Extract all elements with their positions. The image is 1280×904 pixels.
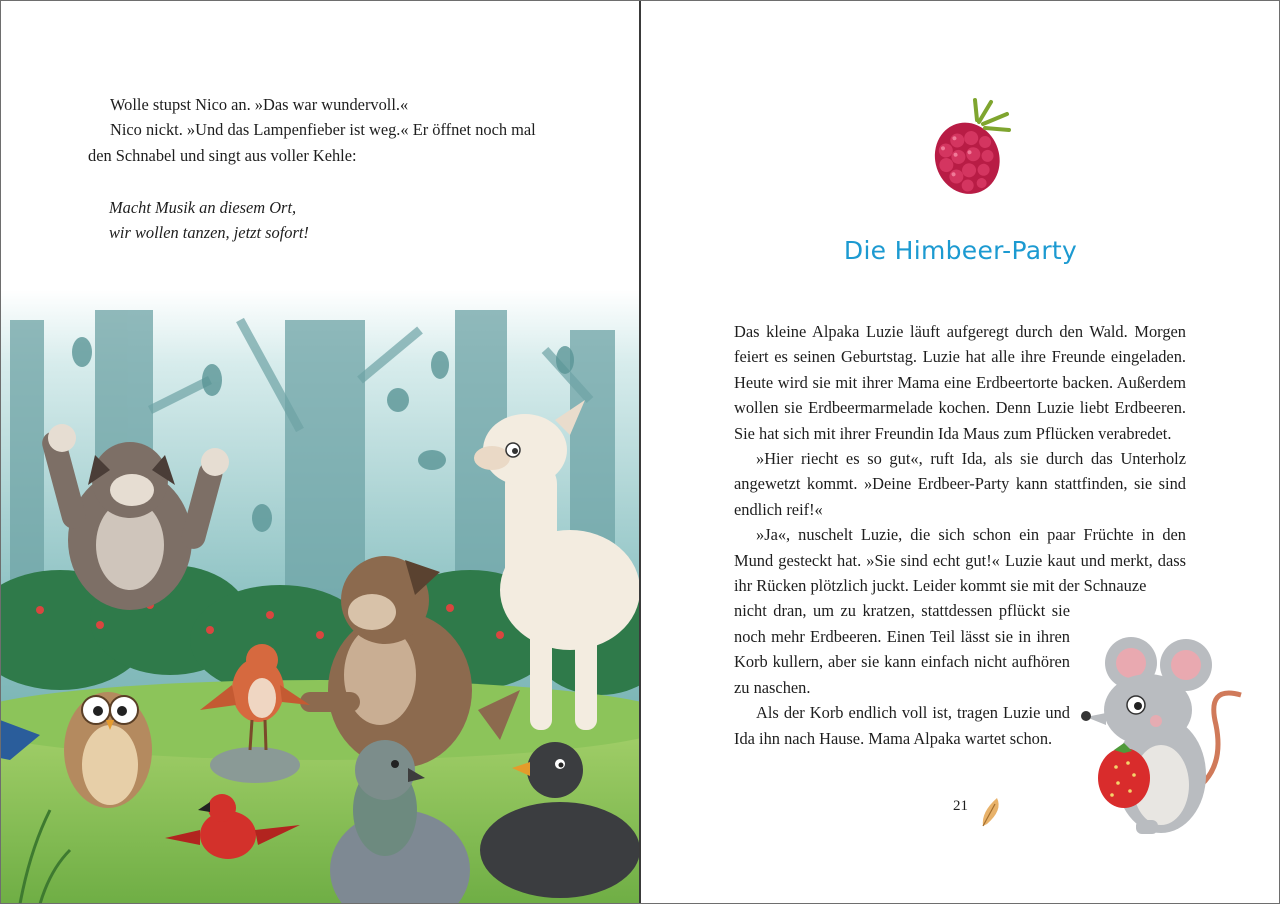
- right-page: [641, 0, 1280, 904]
- forest-party-illustration: [0, 290, 640, 904]
- left-page-text: [88, 92, 558, 168]
- left-paragraph-1: Wolle stupst Nico an. »Das war wundervoll.«: [110, 95, 409, 114]
- right-paragraph-2: »Hier riecht es so gut«, ruft Ida, als sie durch das Unterholz angewetzt kommt. »Deine Erdbeer-Party kann stattfinden, sie sind endlich reif!«: [734, 449, 1186, 519]
- mouse-with-strawberry-illustration: [1076, 625, 1251, 840]
- verse-line-1: Macht Musik an diesem Ort,: [109, 198, 297, 217]
- chapter-title: Die Himbeer-Party: [843, 236, 1078, 265]
- right-paragraph-3: »Ja«, nuschelt Luzie, die sich schon ein paar Früchte in den Mund gesteckt hat. »Sie sind echt gut!« Luzie kaut und merkt, dass ihr Rücken plötzlich juckt. Leider kommt sie mit der Schnauze: [734, 525, 1186, 596]
- right-paragraph-4: Als der Korb endlich voll ist, tragen Luzie und Ida ihn nach Hause. Mama Alpaka wartet schon.: [734, 703, 1070, 748]
- page-number: 21: [953, 798, 968, 814]
- right-paragraph-1: Das kleine Alpaka Luzie läuft aufgeregt durch den Wald. Morgen feiert es seinen Geburtstag. Luzie hat alle ihre Freunde eingeladen. Heute wird sie mit ihrer Mama eine Erdbeertorte backen. Außerdem wollen sie Erdbeermarmelade kochen. Denn Luzie liebt Erdbeeren. Sie hat sich mit ihrer Freundin Ida Maus zum Pflücken verabredet.: [734, 322, 1186, 443]
- feather-icon: [977, 794, 1005, 830]
- left-paragraph-2: Nico nickt. »Und das Lampenfieber ist weg.« Er öffnet noch mal den Schnabel und singt aus voller Kehle:: [88, 120, 536, 165]
- song-verse: [109, 195, 529, 246]
- right-paragraph-3-continued: nicht dran, um zu kratzen, stattdessen pflückt sie noch mehr Erdbeeren. Einen Teil lässt sie in ihren Korb kullern, aber sie kann einfach nicht aufhören zu naschen.: [734, 601, 1070, 697]
- raspberry-icon: [917, 96, 1017, 200]
- verse-line-2: wir wollen tanzen, jetzt sofort!: [109, 223, 309, 243]
